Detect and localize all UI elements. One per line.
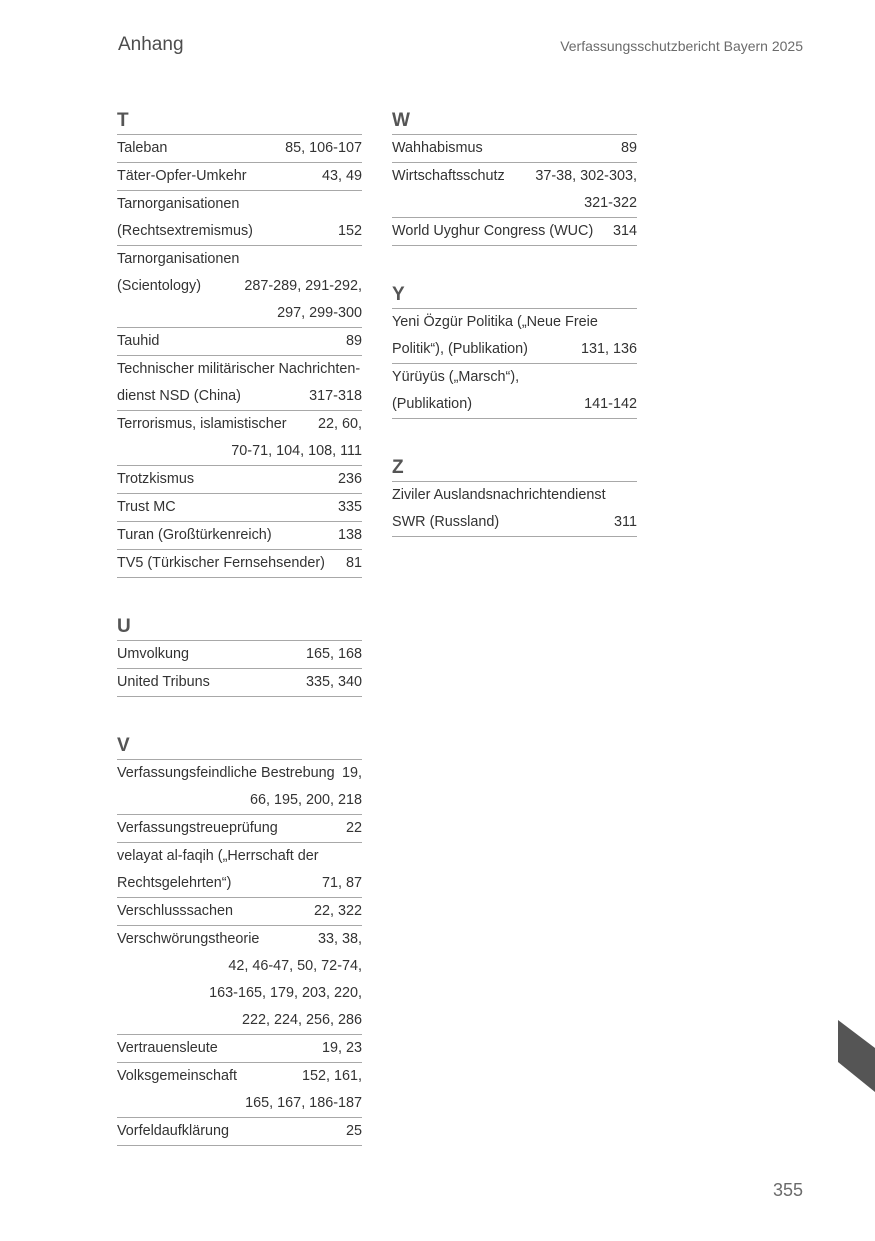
index-term: World Uyghur Congress (WUC) bbox=[392, 223, 594, 239]
index-term: Politik“), (Publikation) bbox=[392, 341, 528, 357]
entry-line bbox=[117, 550, 362, 577]
index-term: dienst NSD (China) bbox=[117, 388, 241, 404]
page-references: 19, 23 bbox=[321, 1040, 362, 1056]
page-references: 43, 49 bbox=[321, 168, 362, 184]
page-references: 71, 87 bbox=[321, 875, 362, 891]
page-references: 19, bbox=[341, 765, 362, 781]
entry-line bbox=[117, 1118, 362, 1145]
page-references: 317-318 bbox=[309, 388, 362, 404]
index-entry bbox=[117, 843, 362, 898]
index-section bbox=[392, 455, 637, 537]
page-references: 22, 322 bbox=[313, 903, 362, 919]
index-entry bbox=[392, 364, 637, 419]
index-column-left bbox=[117, 108, 362, 1182]
index-entry bbox=[392, 218, 637, 246]
index-term: Technischer militärischer Nachrichten- bbox=[117, 361, 361, 377]
section-letter: T bbox=[117, 108, 362, 135]
page-references: 311 bbox=[614, 514, 637, 530]
entry-line bbox=[117, 494, 362, 521]
page-references: 22 bbox=[345, 820, 362, 836]
entry-line bbox=[117, 898, 362, 925]
index-term: Terrorismus, islamistischer bbox=[117, 416, 287, 432]
index-entry bbox=[117, 1118, 362, 1146]
entry-line bbox=[117, 1007, 362, 1034]
entry-line bbox=[117, 669, 362, 696]
index-entry bbox=[117, 356, 362, 411]
entry-line bbox=[117, 1035, 362, 1062]
entry-line bbox=[117, 438, 362, 465]
entry-line bbox=[117, 522, 362, 549]
entry-line bbox=[117, 870, 362, 897]
entry-line bbox=[117, 787, 362, 814]
index-term: Taleban bbox=[117, 140, 168, 156]
index-entry bbox=[392, 309, 637, 364]
index-term: Ziviler Auslandsnachrichtendienst bbox=[392, 487, 606, 503]
index-term: (Scientology) bbox=[117, 278, 201, 294]
index-term: Turan (Großtürkenreich) bbox=[117, 527, 272, 543]
page-references: 335, 340 bbox=[305, 674, 362, 690]
page-references: 236 bbox=[337, 471, 362, 487]
page-number: 355 bbox=[772, 1180, 803, 1200]
index-section bbox=[117, 614, 362, 697]
index-entry bbox=[117, 669, 362, 697]
index-entry bbox=[117, 815, 362, 843]
index-term: Trust MC bbox=[117, 499, 176, 515]
page-references: 314 bbox=[612, 223, 637, 239]
entry-line bbox=[392, 509, 637, 536]
page-references: 42, 46-47, 50, 72-74, bbox=[228, 958, 362, 974]
index-term: SWR (Russland) bbox=[392, 514, 500, 530]
entry-line bbox=[392, 309, 637, 336]
index-entry bbox=[117, 522, 362, 550]
page-references: 335 bbox=[337, 499, 362, 515]
entry-line bbox=[392, 482, 637, 509]
index-column-right bbox=[392, 108, 637, 573]
publication-title: Verfassungsschutzbericht Bayern 2025 bbox=[560, 38, 803, 54]
entry-line bbox=[117, 466, 362, 493]
entry-line bbox=[392, 391, 637, 418]
page-references: 89 bbox=[620, 140, 637, 156]
entry-line bbox=[117, 135, 362, 162]
entry-line bbox=[392, 336, 637, 363]
entry-line bbox=[392, 135, 637, 162]
index-term: Verschlusssachen bbox=[117, 903, 233, 919]
page-references: 297, 299-300 bbox=[277, 305, 362, 321]
entry-line bbox=[392, 218, 637, 245]
page-references: 89 bbox=[345, 333, 362, 349]
index-term: (Publikation) bbox=[392, 396, 472, 412]
index-term: Vertrauensleute bbox=[117, 1040, 218, 1056]
index-entry bbox=[117, 328, 362, 356]
index-entry bbox=[117, 550, 362, 578]
entry-line bbox=[117, 411, 362, 438]
index-term: Tarnorganisationen bbox=[117, 251, 240, 267]
index-entry bbox=[392, 135, 637, 163]
index-entry bbox=[392, 163, 637, 218]
entry-line bbox=[117, 980, 362, 1007]
index-section bbox=[117, 108, 362, 578]
page-references: 287-289, 291-292, bbox=[244, 278, 362, 294]
index-term: Yürüyüs („Marsch“), bbox=[392, 369, 520, 385]
entry-line bbox=[117, 273, 362, 300]
page-references: 165, 168 bbox=[305, 646, 362, 662]
index-section bbox=[392, 108, 637, 246]
section-letter: W bbox=[392, 108, 637, 135]
entry-line bbox=[117, 356, 362, 383]
page-references: 70-71, 104, 108, 111 bbox=[231, 443, 362, 459]
index-term: Yeni Özgür Politika („Neue Freie bbox=[392, 314, 598, 330]
page-references: 131, 136 bbox=[580, 341, 637, 357]
index-term: Tarnorganisationen bbox=[117, 196, 240, 212]
entry-line bbox=[392, 163, 637, 190]
page-references: 222, 224, 256, 286 bbox=[241, 1012, 362, 1028]
page-references: 152 bbox=[337, 223, 362, 239]
page-references: 37-38, 302-303, bbox=[535, 168, 637, 184]
page-references: 81 bbox=[345, 555, 362, 571]
page-references: 163-165, 179, 203, 220, bbox=[209, 985, 362, 1001]
page-references: 321-322 bbox=[584, 195, 637, 211]
index-entry bbox=[117, 898, 362, 926]
entry-line bbox=[117, 815, 362, 842]
index-term: Tauhid bbox=[117, 333, 160, 349]
section-letter: Y bbox=[392, 282, 637, 309]
index-section bbox=[117, 733, 362, 1146]
index-section bbox=[392, 282, 637, 419]
entry-line bbox=[392, 190, 637, 217]
chapter-tab-marker bbox=[838, 1020, 875, 1092]
section-letter: U bbox=[117, 614, 362, 641]
index-term: (Rechtsextremismus) bbox=[117, 223, 253, 239]
entry-line bbox=[117, 218, 362, 245]
index-term: Umvolkung bbox=[117, 646, 189, 662]
index-entry bbox=[117, 191, 362, 246]
entry-line bbox=[117, 843, 362, 870]
index-term: Vorfeldaufklärung bbox=[117, 1123, 230, 1139]
index-term: Rechtsgelehrten“) bbox=[117, 875, 232, 891]
entry-line bbox=[117, 1063, 362, 1090]
section-letter: Z bbox=[392, 455, 637, 482]
index-entry bbox=[117, 926, 362, 1035]
page-references: 138 bbox=[337, 527, 362, 543]
entry-line bbox=[117, 953, 362, 980]
index-entry bbox=[117, 494, 362, 522]
page-references: 85, 106-107 bbox=[285, 140, 362, 156]
section-title: Anhang bbox=[118, 34, 184, 55]
index-term: Wirtschaftsschutz bbox=[392, 168, 505, 184]
index-term: Volksgemeinschaft bbox=[117, 1068, 237, 1084]
entry-line bbox=[117, 641, 362, 668]
entry-line bbox=[117, 163, 362, 190]
entry-line bbox=[117, 1090, 362, 1117]
index-term: TV5 (Türkischer Fernsehsender) bbox=[117, 555, 325, 571]
index-term: Trotzkismus bbox=[117, 471, 195, 487]
index-entry bbox=[117, 246, 362, 328]
section-letter: V bbox=[117, 733, 362, 760]
index-term: Verfassungstreueprüfung bbox=[117, 820, 278, 836]
entry-line bbox=[117, 300, 362, 327]
page-references: 25 bbox=[345, 1123, 362, 1139]
page-references: 165, 167, 186-187 bbox=[245, 1095, 362, 1111]
index-entry bbox=[117, 1063, 362, 1118]
page-references: 66, 195, 200, 218 bbox=[249, 792, 362, 808]
entry-line bbox=[117, 328, 362, 355]
index-term: Täter-Opfer-Umkehr bbox=[117, 168, 247, 184]
index-entry bbox=[117, 760, 362, 815]
index-term: velayat al-faqih („Herrschaft der bbox=[117, 848, 319, 864]
page-references: 33, 38, bbox=[317, 931, 362, 947]
index-entry bbox=[117, 641, 362, 669]
index-entry bbox=[117, 466, 362, 494]
entry-line bbox=[117, 926, 362, 953]
index-term: United Tribuns bbox=[117, 674, 210, 690]
index-term: Wahhabismus bbox=[392, 140, 483, 156]
page-references: 152, 161, bbox=[301, 1068, 362, 1084]
index-term: Verschwörungstheorie bbox=[117, 931, 260, 947]
index-entry bbox=[117, 1035, 362, 1063]
entry-line bbox=[117, 760, 362, 787]
index-term: Verfassungsfeindliche Bestrebung bbox=[117, 765, 335, 781]
index-entry bbox=[117, 411, 362, 466]
entry-line bbox=[117, 246, 362, 273]
index-entry bbox=[117, 163, 362, 191]
page-references: 22, 60, bbox=[317, 416, 362, 432]
page-references: 141-142 bbox=[584, 396, 637, 412]
index-entry bbox=[117, 135, 362, 163]
entry-line bbox=[117, 191, 362, 218]
entry-line bbox=[392, 364, 637, 391]
entry-line bbox=[117, 383, 362, 410]
index-entry bbox=[392, 482, 637, 537]
